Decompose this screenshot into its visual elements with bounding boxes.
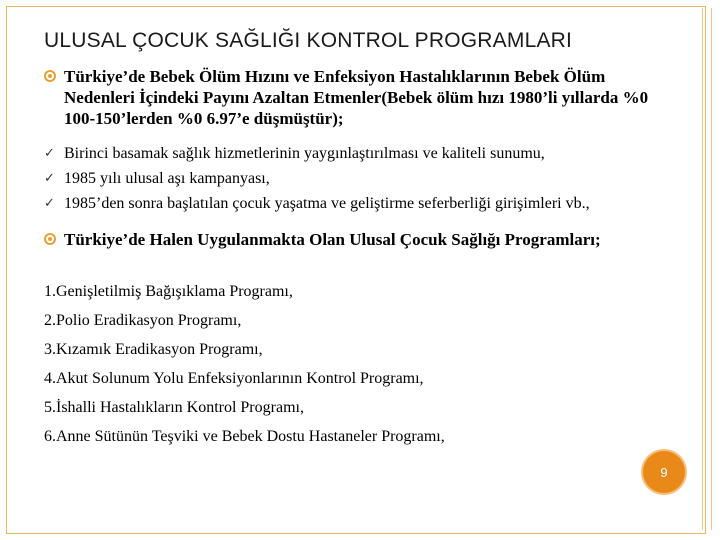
check-icon: ✓ [44, 146, 55, 161]
check-icon: ✓ [44, 171, 55, 186]
circle-bullet-icon [44, 233, 56, 245]
section1 [44, 66, 664, 129]
list-item: 3.Kızamık Eradikasyon Programı, [44, 341, 263, 358]
list-item: 6.Anne Sütünün Teşviki ve Bebek Dostu Hastaneler Programı, [44, 428, 445, 445]
list-item: ✓ 1985 yılı ulusal aşı kampanyası, [44, 168, 684, 193]
circle-bullet-icon [44, 70, 56, 82]
page-number-badge: 9 [643, 451, 685, 493]
list-item: 2.Polio Eradikasyon Programı, [44, 312, 242, 329]
section2-numbered-list [44, 282, 664, 456]
list-item: 4.Akut Solunum Yolu Enfeksiyonlarının Kontrol Programı, [44, 370, 424, 387]
list-item: 5.İshalli Hastalıkların Kontrol Programı, [44, 399, 304, 416]
list-item: ✓ Birinci basamak sağlık hizmetlerinin yaygınlaştırılması ve kaliteli sunumu, [44, 143, 684, 168]
section2-heading: Türkiye’de Halen Uygulanmakta Olan Ulusal Çocuk Sağlığı Programları; [64, 230, 601, 249]
list-item: 1.Genişletilmiş Bağışıklama Programı, [44, 283, 293, 300]
section1-heading: Türkiye’de Bebek Ölüm Hızını ve Enfeksiyon Hastalıklarının Bebek Ölüm Nedenleri İçindeki Payını Azaltan Etmenler(Bebek ölüm hızı 1980’li yıllarda %0 100-150’lerden %0 6.97’e düşmüştür); [64, 67, 649, 128]
list-item: ✓ 1985’den sonra başlatılan çocuk yaşatma ve geliştirme seferberliği girişimleri vb., [44, 193, 684, 218]
section2 [44, 229, 664, 250]
check-icon: ✓ [44, 196, 55, 211]
decorative-side-band [702, 8, 712, 530]
section1-checklist [44, 143, 684, 218]
slide-title: ULUSAL ÇOCUK SAĞLIĞI KONTROL PROGRAMLARI [44, 29, 573, 52]
